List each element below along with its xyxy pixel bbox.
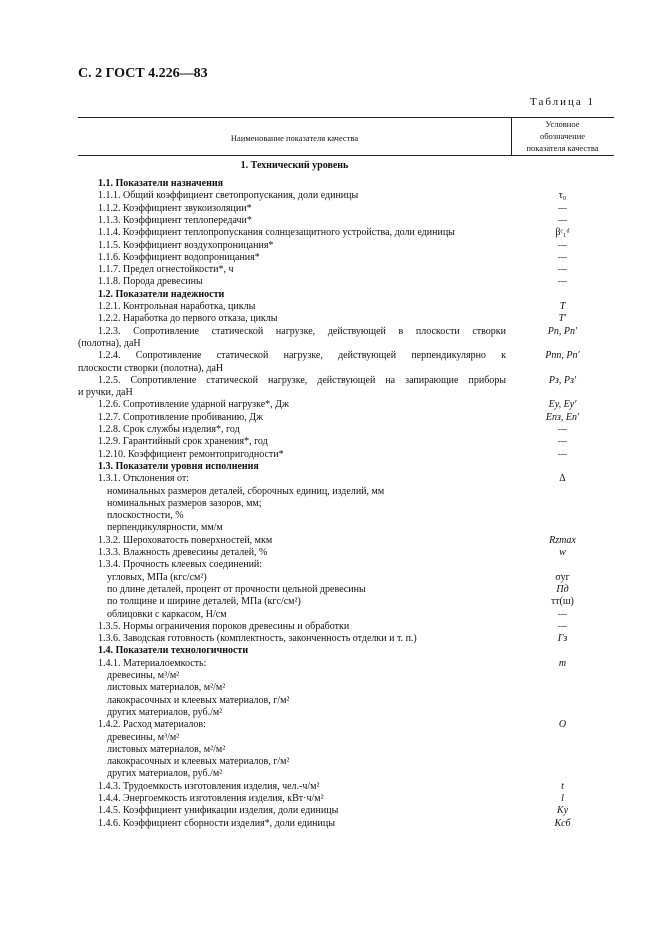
table-row xyxy=(0,226,661,239)
indicator-symbol: — xyxy=(558,264,567,276)
table-row xyxy=(0,325,661,338)
column-header-symbol-line: показателя качества xyxy=(526,143,599,153)
indicator-name: 1.4.6. Коэффициент сборности изделия*, доли единицы xyxy=(98,817,335,829)
table-row xyxy=(0,608,661,621)
indicator-name: древесины, м³/м² xyxy=(107,670,180,681)
table-row xyxy=(0,583,661,596)
indicator-symbol: Rzmax xyxy=(549,534,576,546)
indicator-name: 1.3.5. Нормы ограничения пороков древесины и обработки xyxy=(98,620,350,632)
indicator-symbol: τт(ш) xyxy=(551,596,574,608)
table-row xyxy=(0,644,661,657)
table-row xyxy=(0,804,661,817)
indicator-symbol: T xyxy=(559,301,566,312)
subsection-heading: 1.4. Показатели технологичности xyxy=(98,645,249,657)
indicator-symbol: — xyxy=(558,239,567,251)
indicator-symbol: Kсб xyxy=(554,817,571,829)
indicator-name: 1.3.4. Прочность клеевых соединений: xyxy=(98,559,263,571)
indicator-name: 1.1.2. Коэффициент звукоизоляции* xyxy=(98,202,252,214)
table-row xyxy=(0,362,661,375)
table-row xyxy=(0,497,661,510)
indicator-name: (полотна), даН xyxy=(78,337,141,349)
table-row xyxy=(0,595,661,608)
table-row xyxy=(0,275,661,288)
table-row xyxy=(0,263,661,276)
table-row xyxy=(0,239,661,252)
subsection-heading: 1.3. Показатели уровня исполнения xyxy=(98,460,259,472)
indicator-symbol: Eу, Eу′ xyxy=(548,399,577,411)
indicator-symbol: O xyxy=(558,719,567,731)
table-row xyxy=(0,485,661,498)
indicator-name: других материалов, руб./м² xyxy=(107,706,223,718)
column-header-symbol-line: обозначение xyxy=(539,131,586,141)
column-header-name: Наименование показателя качества xyxy=(230,133,359,143)
indicator-symbol: Pпп, Pп′ xyxy=(545,350,580,362)
indicator-name: номинальных размеров деталей, сборочных единиц, изделий, мм xyxy=(107,485,385,497)
table-row xyxy=(0,189,661,202)
table-row xyxy=(0,300,661,313)
table-row xyxy=(0,460,661,473)
indicator-name: древесины, м³/м² xyxy=(107,731,180,743)
indicator-symbol: — xyxy=(558,202,567,214)
indicator-symbol: — xyxy=(558,251,567,263)
indicator-symbol: l xyxy=(561,793,564,804)
indicator-name: листовых материалов, м²/м² xyxy=(107,682,226,694)
indicator-symbol: — xyxy=(558,214,567,226)
indicator-name: облицовки с каркасом, Н/см xyxy=(107,608,227,620)
indicator-symbol: m xyxy=(558,657,567,669)
table-label: Таблица 1 xyxy=(530,96,596,108)
subsection-heading: 1.2. Показатели надежности xyxy=(98,288,225,300)
indicator-name: и ручки, даН xyxy=(78,387,133,399)
indicator-symbol: σуг xyxy=(555,571,570,583)
indicator-name: плоскостности, % xyxy=(107,510,184,522)
subsection-heading: 1.1. Показатели назначения xyxy=(98,178,224,189)
table-row xyxy=(0,374,661,387)
table-row xyxy=(0,755,661,768)
table-row xyxy=(0,706,661,719)
table-row xyxy=(0,546,661,559)
table-row xyxy=(0,521,661,534)
indicator-name: 1.1.8. Порода древесины xyxy=(98,276,203,288)
indicator-symbol: Kу xyxy=(556,805,569,817)
indicator-symbol: w xyxy=(559,547,566,558)
indicator-name: плоскости створки (полотна), даН xyxy=(78,362,224,374)
indicator-name: 1.2.9. Гарантийный срок хранения*, год xyxy=(98,436,268,448)
column-header-symbol xyxy=(511,118,614,154)
table-row xyxy=(0,780,661,793)
table-row xyxy=(0,767,661,780)
indicator-name: 1.3.3. Влажность древесины деталей, % xyxy=(98,547,268,558)
table-row xyxy=(0,214,661,227)
table-row xyxy=(0,177,661,190)
table-row xyxy=(0,288,661,301)
indicator-name: 1.4.3. Трудоемкость изготовления изделия, чел.-ч/м² xyxy=(98,780,320,792)
indicator-name: номинальных размеров зазоров, мм; xyxy=(107,497,262,509)
indicator-name: 1.2.2. Наработка до первого отказа, циклы xyxy=(98,313,278,325)
table-row xyxy=(0,681,661,694)
table-row xyxy=(0,792,661,805)
indicator-name: 1.2.4. Сопротивление статической нагрузке, действующей перпендикулярно к xyxy=(98,350,506,362)
indicator-symbol: Гз xyxy=(557,633,568,645)
section-heading: 1. Технический уровень xyxy=(240,160,349,171)
indicator-symbol: — xyxy=(558,436,567,448)
page-title: С. 2 ГОСТ 4.226—83 xyxy=(78,66,208,81)
table-row xyxy=(0,620,661,633)
indicator-symbol: Eпз, Eп′ xyxy=(545,411,580,423)
indicator-symbol: Pп, Pп′ xyxy=(547,325,578,337)
indicator-name: по толщине и ширине деталей, МПа (кгс/см²) xyxy=(107,596,301,608)
indicator-symbol: Δ xyxy=(559,473,566,485)
table-row xyxy=(0,202,661,215)
indicator-symbol: — xyxy=(558,608,567,620)
indicator-name: листовых материалов, м²/м² xyxy=(107,743,226,755)
table-row xyxy=(0,694,661,707)
table-row xyxy=(0,558,661,571)
table-row xyxy=(0,398,661,411)
indicator-symbol: — xyxy=(558,276,567,288)
indicator-name: 1.1.1. Общий коэффициент светопропускания, доли единицы xyxy=(98,190,359,202)
indicator-symbol: T′ xyxy=(558,313,567,325)
indicator-name: 1.2.7. Сопротивление пробиванию, Дж xyxy=(98,411,263,423)
indicator-name: по длине деталей, процент от прочности цельной древесины xyxy=(107,583,366,595)
table-row xyxy=(0,743,661,756)
indicator-name: 1.2.5. Сопротивление статической нагрузке, действующей на запирающие приборы xyxy=(98,374,506,386)
indicator-name: 1.2.1. Контрольная наработка, циклы xyxy=(98,301,256,312)
indicator-name: 1.4.5. Коэффициент унификации изделия, доли единицы xyxy=(98,805,339,817)
table-row xyxy=(0,657,661,670)
table-row xyxy=(0,435,661,448)
indicator-name: 1.4.2. Расход материалов: xyxy=(98,719,206,731)
table-row xyxy=(0,448,661,461)
table-row xyxy=(0,251,661,264)
table-row xyxy=(0,509,661,522)
indicator-name: 1.4.1. Материалоемкость: xyxy=(98,657,207,669)
indicator-name: 1.2.10. Коэффициент ремонтопригодности* xyxy=(98,448,284,460)
table-row xyxy=(0,534,661,547)
indicator-name: 1.1.7. Предел огнестойкости*, ч xyxy=(98,264,234,276)
table-row xyxy=(0,349,661,362)
indicator-name: перпендикулярности, мм/м xyxy=(107,522,223,534)
indicator-name: 1.2.8. Срок службы изделия*, год xyxy=(98,424,240,435)
indicator-symbol: — xyxy=(558,424,567,435)
indicator-symbol: — xyxy=(558,448,567,460)
indicator-name: угловых, МПа (кгс/см²) xyxy=(107,571,207,583)
indicator-name: 1.2.3. Сопротивление статической нагрузке, действующей в плоскости створки xyxy=(98,325,506,337)
indicator-symbol: — xyxy=(558,620,567,632)
column-header-symbol-line: Условное xyxy=(545,119,580,129)
indicator-name: лакокрасочных и клеевых материалов, г/м² xyxy=(107,756,290,768)
indicator-symbol: Пд xyxy=(556,583,569,595)
indicator-symbol: βᶜ₁ᵈ xyxy=(555,227,570,239)
table-row xyxy=(0,669,661,682)
indicator-name: 1.1.5. Коэффициент воздухопроницания* xyxy=(98,239,274,251)
table-row xyxy=(0,632,661,645)
indicator-name: 1.1.6. Коэффициент водопроницания* xyxy=(98,251,260,263)
indicator-name: 1.1.4. Коэффициент теплопропускания солнцезащитного устройства, доли единицы xyxy=(98,227,455,239)
table-row xyxy=(0,386,661,399)
indicator-name: 1.1.3. Коэффициент теплопередачи* xyxy=(98,214,252,226)
indicator-name: 1.3.6. Заводская готовность (комплектность, законченность отделки и т. п.) xyxy=(98,633,417,645)
table-row xyxy=(0,731,661,744)
indicator-name: 1.2.6. Сопротивление ударной нагрузке*, Дж xyxy=(98,399,289,411)
indicator-name: других материалов, руб./м² xyxy=(107,768,223,780)
indicator-symbol: Pз, Pз′ xyxy=(548,374,577,386)
indicator-name: 1.4.4. Энергоемкость изготовления изделия, кВт·ч/м² xyxy=(98,793,324,804)
indicator-symbol: τ₀ xyxy=(558,190,567,202)
indicator-name: лакокрасочных и клеевых материалов, г/м² xyxy=(107,694,290,706)
table-row xyxy=(0,817,661,830)
table-row xyxy=(0,423,661,436)
table-row xyxy=(0,718,661,731)
indicator-symbol: t xyxy=(561,780,564,792)
table-row xyxy=(0,472,661,485)
table-header-rule xyxy=(78,155,614,156)
table-row xyxy=(0,411,661,424)
table-row xyxy=(0,571,661,584)
table-row xyxy=(0,337,661,350)
indicator-name: 1.3.1. Отклонения от: xyxy=(98,473,190,485)
indicator-name: 1.3.2. Шероховатость поверхностей, мкм xyxy=(98,534,273,546)
table-row xyxy=(0,312,661,325)
